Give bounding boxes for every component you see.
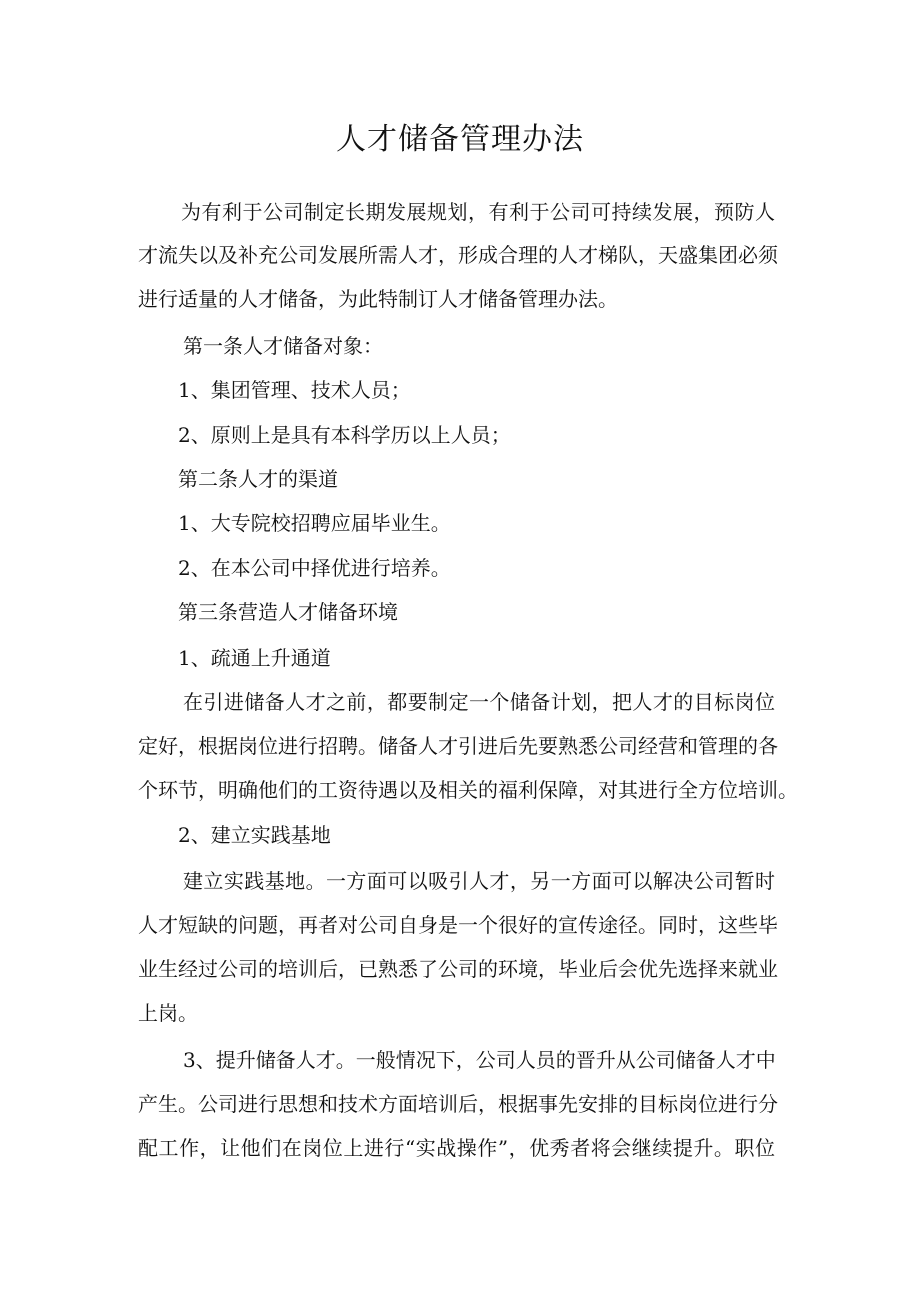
paragraph-line: 人才短缺的问题，再者对公司自身是一个很好的宣传途径。同时，这些毕 xyxy=(138,913,778,937)
paragraph-line: 个环节，明确他们的工资待遇以及相关的福利保障，对其进行全方位培训。 xyxy=(138,778,798,802)
subsection-heading: 2、建立实践基地 xyxy=(178,823,331,847)
paragraph-line: 产生。公司进行思想和技术方面培训后，根据事先安排的目标岗位进行分 xyxy=(138,1092,778,1116)
list-item: 1、大专院校招聘应届毕业生。 xyxy=(178,511,451,535)
paragraph-line: 为有利于公司制定长期发展规划，有利于公司可持续发展，预防人 xyxy=(181,200,775,224)
paragraph-line: 3、提升储备人才。一般情况下，公司人员的晋升从公司储备人才中 xyxy=(183,1048,776,1072)
section-heading: 第三条营造人才储备环境 xyxy=(178,600,398,624)
subsection-heading: 1、疏通上升通道 xyxy=(178,646,331,670)
list-item: 2、原则上是具有本科学历以上人员； xyxy=(178,423,511,447)
list-item: 2、在本公司中择优进行培养。 xyxy=(178,556,451,580)
paragraph-line: 配工作，让他们在岗位上进行“实战操作”，优秀者将会继续提升。职位 xyxy=(138,1136,775,1160)
section-heading: 第一条人才储备对象： xyxy=(183,334,383,358)
paragraph-line: 才流失以及补充公司发展所需人才，形成合理的人才梯队，天盛集团必须 xyxy=(138,243,778,267)
section-heading: 第二条人才的渠道 xyxy=(178,467,338,491)
document-title: 人才储备管理办法 xyxy=(336,122,584,157)
paragraph-line: 业生经过公司的培训后，已熟悉了公司的环境，毕业后会优先选择来就业 xyxy=(138,957,778,981)
paragraph-line: 建立实践基地。一方面可以吸引人才，另一方面可以解决公司暂时 xyxy=(183,869,775,893)
paragraph-line: 上岗。 xyxy=(138,1001,198,1025)
paragraph-line: 在引进储备人才之前，都要制定一个储备计划，把人才的目标岗位 xyxy=(183,690,775,714)
list-item: 1、集团管理、技术人员； xyxy=(178,378,411,402)
paragraph-line: 进行适量的人才储备，为此特制订人才储备管理办法。 xyxy=(138,287,618,311)
paragraph-line: 定好，根据岗位进行招聘。储备人才引进后先要熟悉公司经营和管理的各 xyxy=(138,734,778,758)
